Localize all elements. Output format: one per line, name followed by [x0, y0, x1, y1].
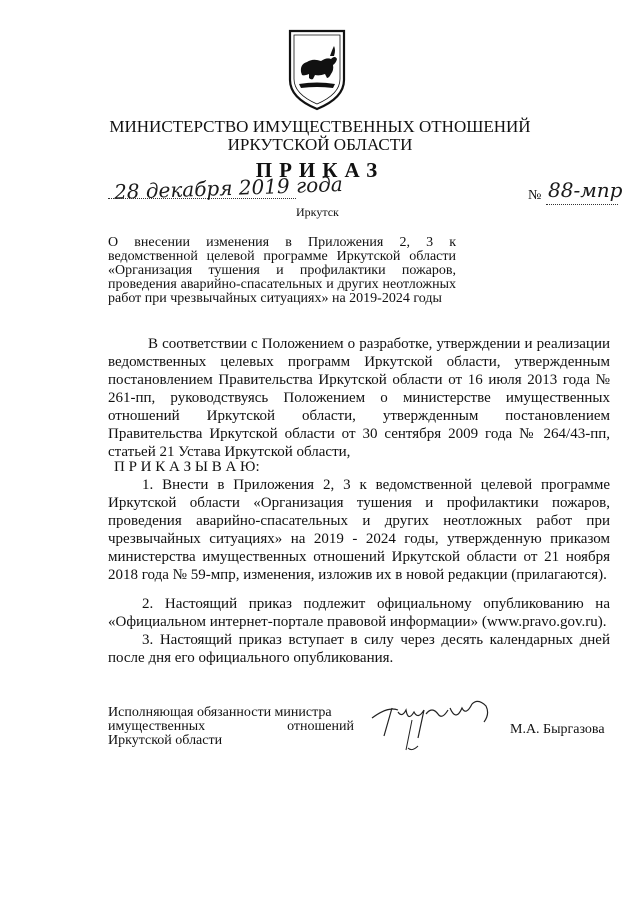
order-number — [528, 178, 623, 208]
ministry-name-line2: ИРКУТСКОЙ ОБЛАСТИ — [227, 135, 413, 154]
preamble: В соответствии с Положением о разработке, утверждении и реализации ведомственных целевых программ Иркутской области, утвержденным постановлением Правительства Иркутской области от 16 июля 2013 года № 261-пп, руководствуясь Положением о министерстве имущественных отношений Иркутской области, утвержденным постановлением Правительства Иркутской области от 30 сентября 2009 года № 264/43-пп, статьей 21 Устава Иркутской области, — [108, 336, 610, 460]
number-sign: № — [528, 188, 542, 203]
order-title: ПРИКАЗ — [255, 158, 385, 182]
order-date — [108, 172, 344, 204]
signatory-name: М.А. Быргазова — [510, 722, 605, 737]
signatory-title-line2 — [108, 720, 354, 734]
signatory-block — [108, 706, 354, 748]
coat-of-arms — [287, 28, 347, 112]
order-item-3: 3. Настоящий приказ вступает в силу через десять календарных дней после дня его официального опубликования. — [108, 632, 610, 666]
order-item-1: 1. Внести в Приложения 2, 3 к ведомственной целевой программе Иркутской области «Организация тушения и профилактики пожаров, проведения аварийно-спасательных и других неотложных работ при чрезвычайных ситуациях» на 2019 - 2024 годы, утвержденную приказом министерства имущественных отношений Иркутской области от 21 ноября 2018 года № 59-мпр, изменения, изложив их в новой редакции (прилагаются). — [108, 477, 610, 583]
handwritten-signature — [368, 688, 503, 758]
signature-icon — [368, 688, 503, 758]
order-item-2: 2. Настоящий приказ подлежит официальному опубликованию на «Официальном интернет-портале правовой информации» (www.pravo.gov.ru). — [108, 596, 610, 630]
order-date-text: 28 декабря 2019 года — [113, 172, 344, 204]
city: Иркутск — [296, 205, 339, 219]
irkutsk-coat-of-arms-icon — [287, 28, 347, 112]
ministry-name-line1: МИНИСТЕРСТВО ИМУЩЕСТВЕННЫХ ОТНОШЕНИЙ — [109, 117, 531, 136]
number-underline — [546, 204, 618, 205]
date-underline — [108, 198, 296, 199]
signatory-title-line3: Иркутской области — [108, 733, 223, 748]
signatory-title-line2-b: отношений — [287, 719, 354, 734]
signatory-title-line1: Исполняющая обязанности министра — [108, 705, 332, 720]
order-subject: О внесении изменения в Приложения 2, 3 к ведомственной целевой программе Иркутской области «Организация тушения и профилактики пожаров, проведения аварийно-спасательных и других неотложных работ при чрезвычайных ситуациях» на 2019-2024 годы — [108, 235, 456, 306]
signatory-title-line2-a: имущественных — [108, 719, 206, 734]
order-number-text: 88-мпр — [548, 178, 623, 202]
order-word: П Р И К А З Ы В А Ю: — [114, 459, 260, 475]
